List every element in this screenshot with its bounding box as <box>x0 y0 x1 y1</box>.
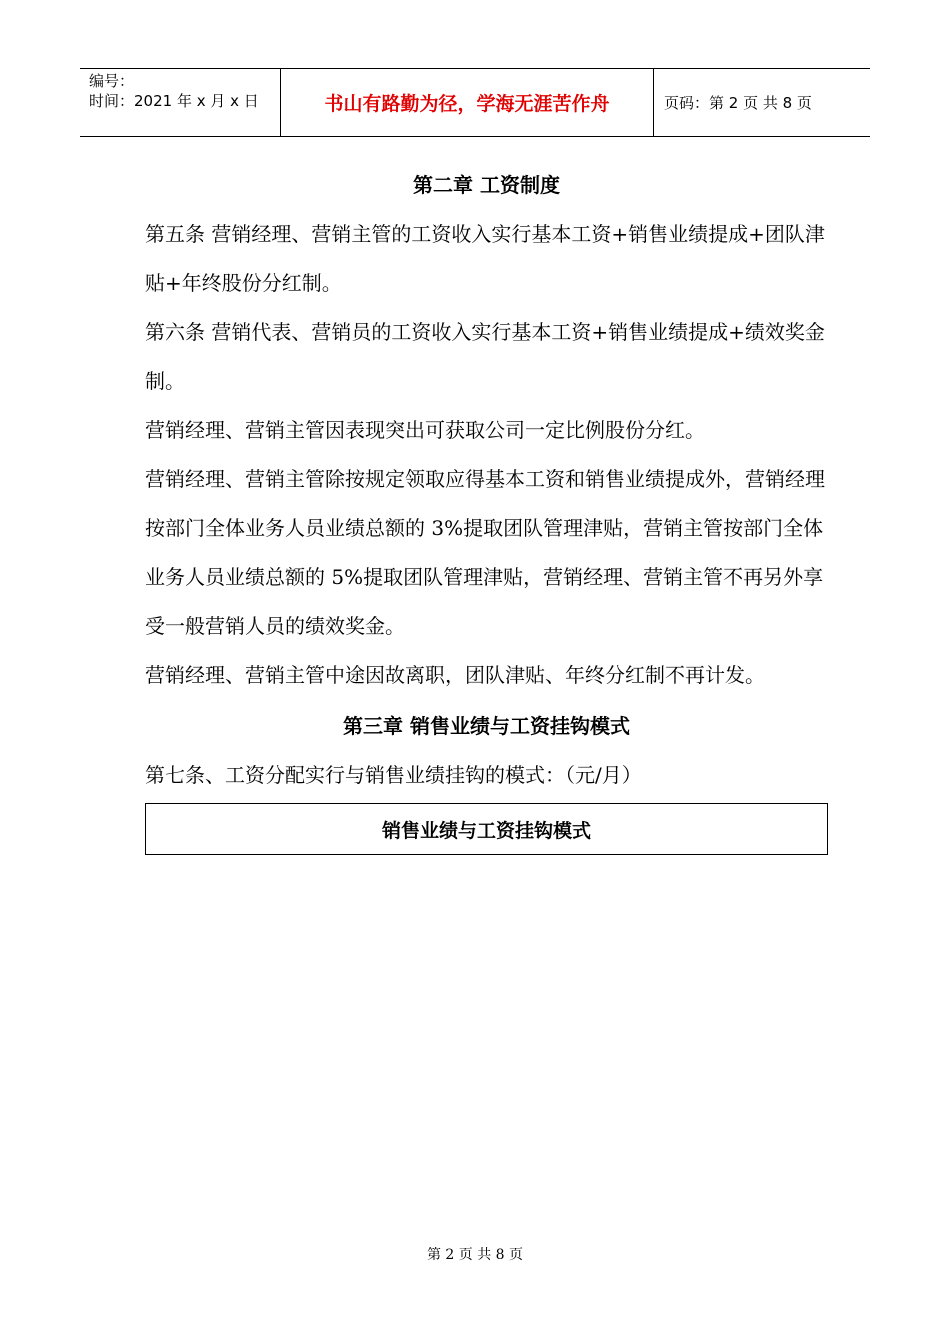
dividend-paragraph: 营销经理、营销主管因表现突出可获取公司一定比例股份分红。 <box>145 418 705 442</box>
document-date: 时间：2021 年 x 月 x 日 <box>89 92 259 110</box>
document-body <box>145 160 828 855</box>
header-meta <box>80 69 281 136</box>
header-page-info: 页码：第 2 页 共 8 页 <box>664 94 812 112</box>
article-5: 第五条 营销经理、营销主管的工资收入实行基本工资+销售业绩提成+团队津贴+年终股份分红制。 <box>145 222 825 295</box>
chapter-3-title: 第三章 销售业绩与工资挂钩模式 <box>343 714 630 738</box>
allowance-paragraph: 营销经理、营销主管除按规定领取应得基本工资和销售业绩提成外，营销经理按部门全体业务人员业绩总额的 3%提取团队管理津贴，营销主管按部门全体业务人员业绩总额的 5%提取团队管理津贴，营销经理、营销主管不再另外享受一般营销人员的绩效奖金。 <box>145 467 825 638</box>
salary-table-header: 销售业绩与工资挂钩模式 <box>145 803 828 855</box>
chapter-2-title: 第二章 工资制度 <box>413 173 560 197</box>
page-footer: 第 2 页 共 8 页 <box>426 1247 524 1263</box>
article-6: 第六条 营销代表、营销员的工资收入实行基本工资+销售业绩提成+绩效奖金制。 <box>145 320 825 393</box>
resignation-paragraph: 营销经理、营销主管中途因故离职，团队津贴、年终分红制不再计发。 <box>145 663 765 687</box>
document-number-label: 编号： <box>89 72 135 90</box>
article-7: 第七条、工资分配实行与销售业绩挂钩的模式：（元/月） <box>145 763 642 787</box>
page-header <box>80 68 870 137</box>
header-motto: 书山有路勤为径，学海无涯苦作舟 <box>281 69 654 136</box>
